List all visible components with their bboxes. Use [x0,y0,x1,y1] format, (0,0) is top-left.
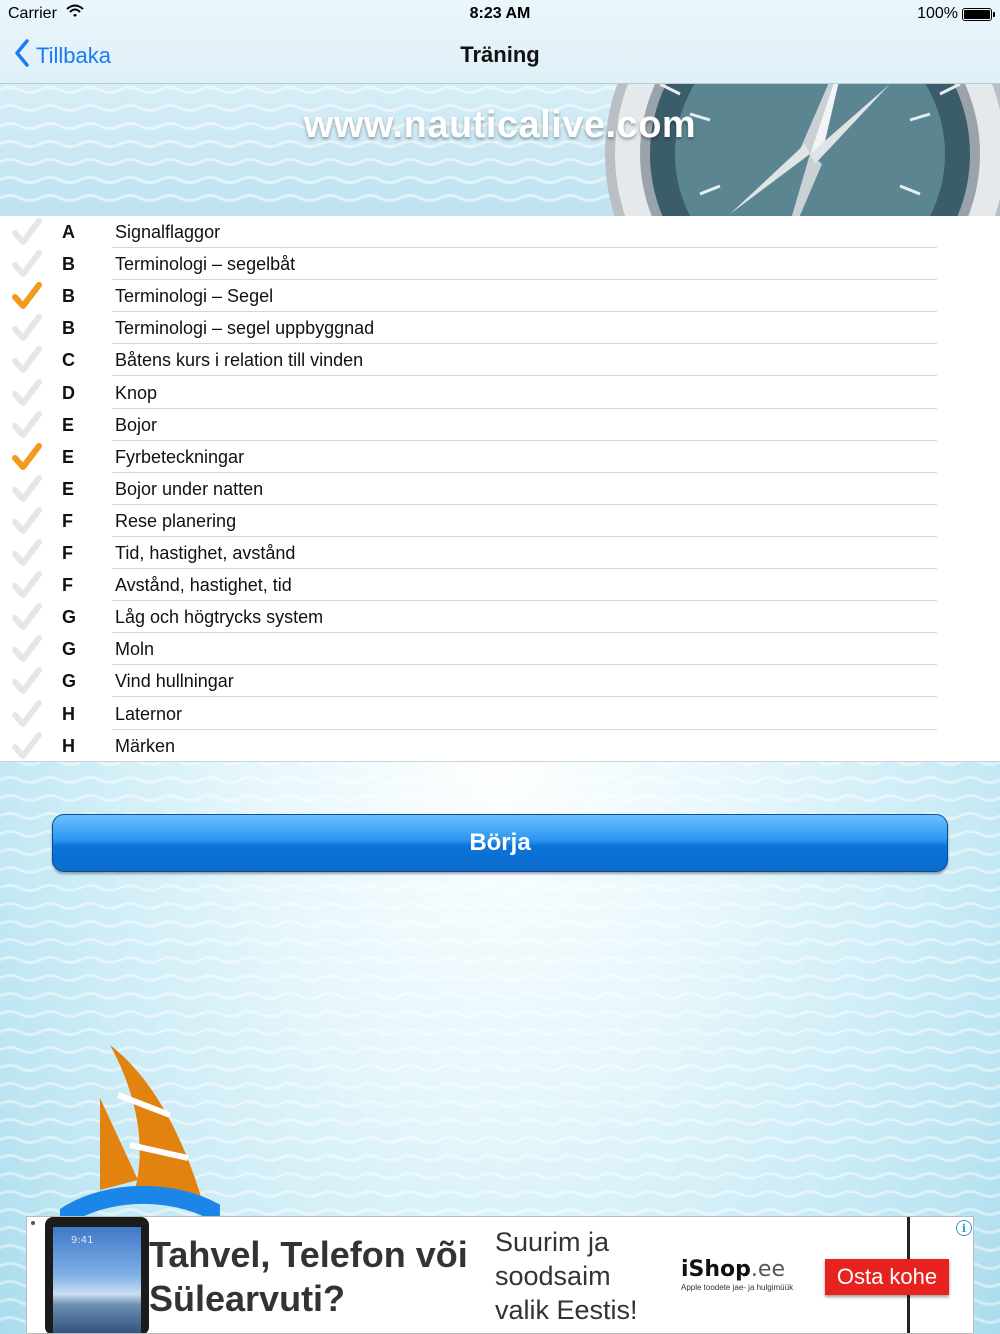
topic-letter: E [62,478,75,499]
checkmark-icon[interactable] [12,250,42,278]
list-item[interactable] [0,537,1000,569]
list-item[interactable] [0,312,1000,344]
ad-headline [149,1233,468,1321]
checkmark-icon[interactable] [12,571,42,599]
checkmark-icon[interactable] [12,475,42,503]
back-label: Tillbaka [36,43,111,68]
sailboat-logo [60,1040,220,1220]
start-button[interactable]: Börja [52,814,948,872]
topic-name: Signalflaggor [115,222,221,242]
topic-letter: F [62,575,73,596]
topic-name: Knop [115,382,158,403]
list-item[interactable] [0,601,1000,633]
topic-letter: F [62,543,73,563]
list-item[interactable] [0,216,1000,248]
navigation-bar [0,0,1000,84]
checkmark-icon[interactable] [12,218,42,246]
topic-letter: E [62,446,75,467]
topic-letter: B [62,286,75,307]
ad-sub-line3: valik Eestis! [495,1295,638,1325]
topic-name: Tid, hastighet, avstånd [115,543,296,563]
nav-row [0,28,1000,84]
checkmark-icon[interactable] [12,635,42,663]
ad-cta-button[interactable]: Osta kohe [825,1259,949,1295]
clock: 8:23 AM [469,5,531,22]
topic-name: Bojor [115,414,158,435]
list-item[interactable] [0,698,1000,730]
list-item[interactable] [0,730,1000,762]
list-item[interactable] [0,377,1000,409]
topic-letter: G [62,639,77,660]
checkmark-icon[interactable] [12,603,42,631]
ad-brand-tagline: Apple toodete jae- ja hulgimüük [681,1283,794,1292]
checkmark-icon[interactable] [12,507,42,535]
checkmark-icon[interactable] [12,700,42,728]
ad-sub-line1: Suurim ja [495,1227,610,1257]
page-title: Träning [460,42,540,67]
list-item[interactable] [0,633,1000,665]
topic-name: Båtens kurs i relation till vinden [115,350,364,371]
ad-brand-logo [681,1257,793,1292]
ad-headline-line2: Sülearvuti? [149,1278,346,1319]
topic-letter: H [62,703,75,724]
topic-letter: D [62,382,75,403]
tablet-time: 9:41 [71,1235,94,1246]
topic-name: Bojor under natten [115,478,264,499]
advertisement-banner[interactable] [26,1216,974,1334]
topic-name: Avstånd, hastighet, tid [115,575,292,596]
topic-letter: G [62,607,77,628]
ad-dot [31,1221,35,1225]
topic-letter: H [62,735,75,756]
list-item[interactable] [0,473,1000,505]
list-item[interactable] [0,248,1000,280]
topic-letter: C [62,350,75,371]
battery-icon [962,8,992,21]
list-item[interactable] [0,665,1000,697]
info-icon[interactable]: i [956,1220,972,1236]
list-item[interactable] [0,505,1000,537]
topic-name: Terminologi – Segel [115,286,274,307]
topic-name: Terminologi – segel uppbyggnad [115,318,375,339]
ad-brand-tld: .ee [750,1257,785,1282]
topic-name: Moln [115,639,155,660]
checkmark-icon[interactable] [12,346,42,374]
topic-letter: B [62,254,75,275]
topic-letter: E [62,414,75,435]
checkmark-icon[interactable] [12,411,42,439]
topic-list [0,216,1000,762]
topic-name: Rese planering [115,510,237,531]
list-item[interactable] [0,344,1000,376]
header-banner [0,84,1000,216]
topic-name: Fyrbeteckningar [115,446,245,467]
ad-subtext [495,1225,638,1327]
topic-letter: G [62,671,77,692]
checkmark-icon[interactable] [12,379,42,407]
carrier-label: Carrier [8,5,57,22]
topic-name: Märken [115,735,176,756]
status-bar [0,0,1000,28]
topic-letter: B [62,318,75,339]
checkmark-icon[interactable] [12,282,42,310]
topic-letter: A [62,222,75,242]
banner-url: www.nauticalive.com [303,104,697,146]
topic-name: Terminologi – segelbåt [115,254,296,275]
topic-name: Laternor [115,703,183,724]
checkmark-icon[interactable] [12,314,42,342]
checkmark-icon[interactable] [12,667,42,695]
tablet-image [45,1217,149,1334]
ad-brand-name: iShop [681,1257,751,1282]
ad-sub-line2: soodsaim [495,1261,611,1291]
ad-headline-line1: Tahvel, Telefon või [149,1234,468,1275]
checkmark-icon[interactable] [12,732,42,760]
topic-letter: F [62,510,73,531]
list-item[interactable] [0,280,1000,312]
checkmark-icon[interactable] [12,443,42,471]
topic-name: Låg och högtrycks system [115,607,324,628]
tablet-screen [53,1227,141,1334]
list-item[interactable] [0,569,1000,601]
battery-percent: 100% [917,5,958,22]
list-item[interactable] [0,441,1000,473]
checkmark-icon[interactable] [12,539,42,567]
topic-name: Vind hullningar [115,671,234,692]
list-item[interactable] [0,409,1000,441]
